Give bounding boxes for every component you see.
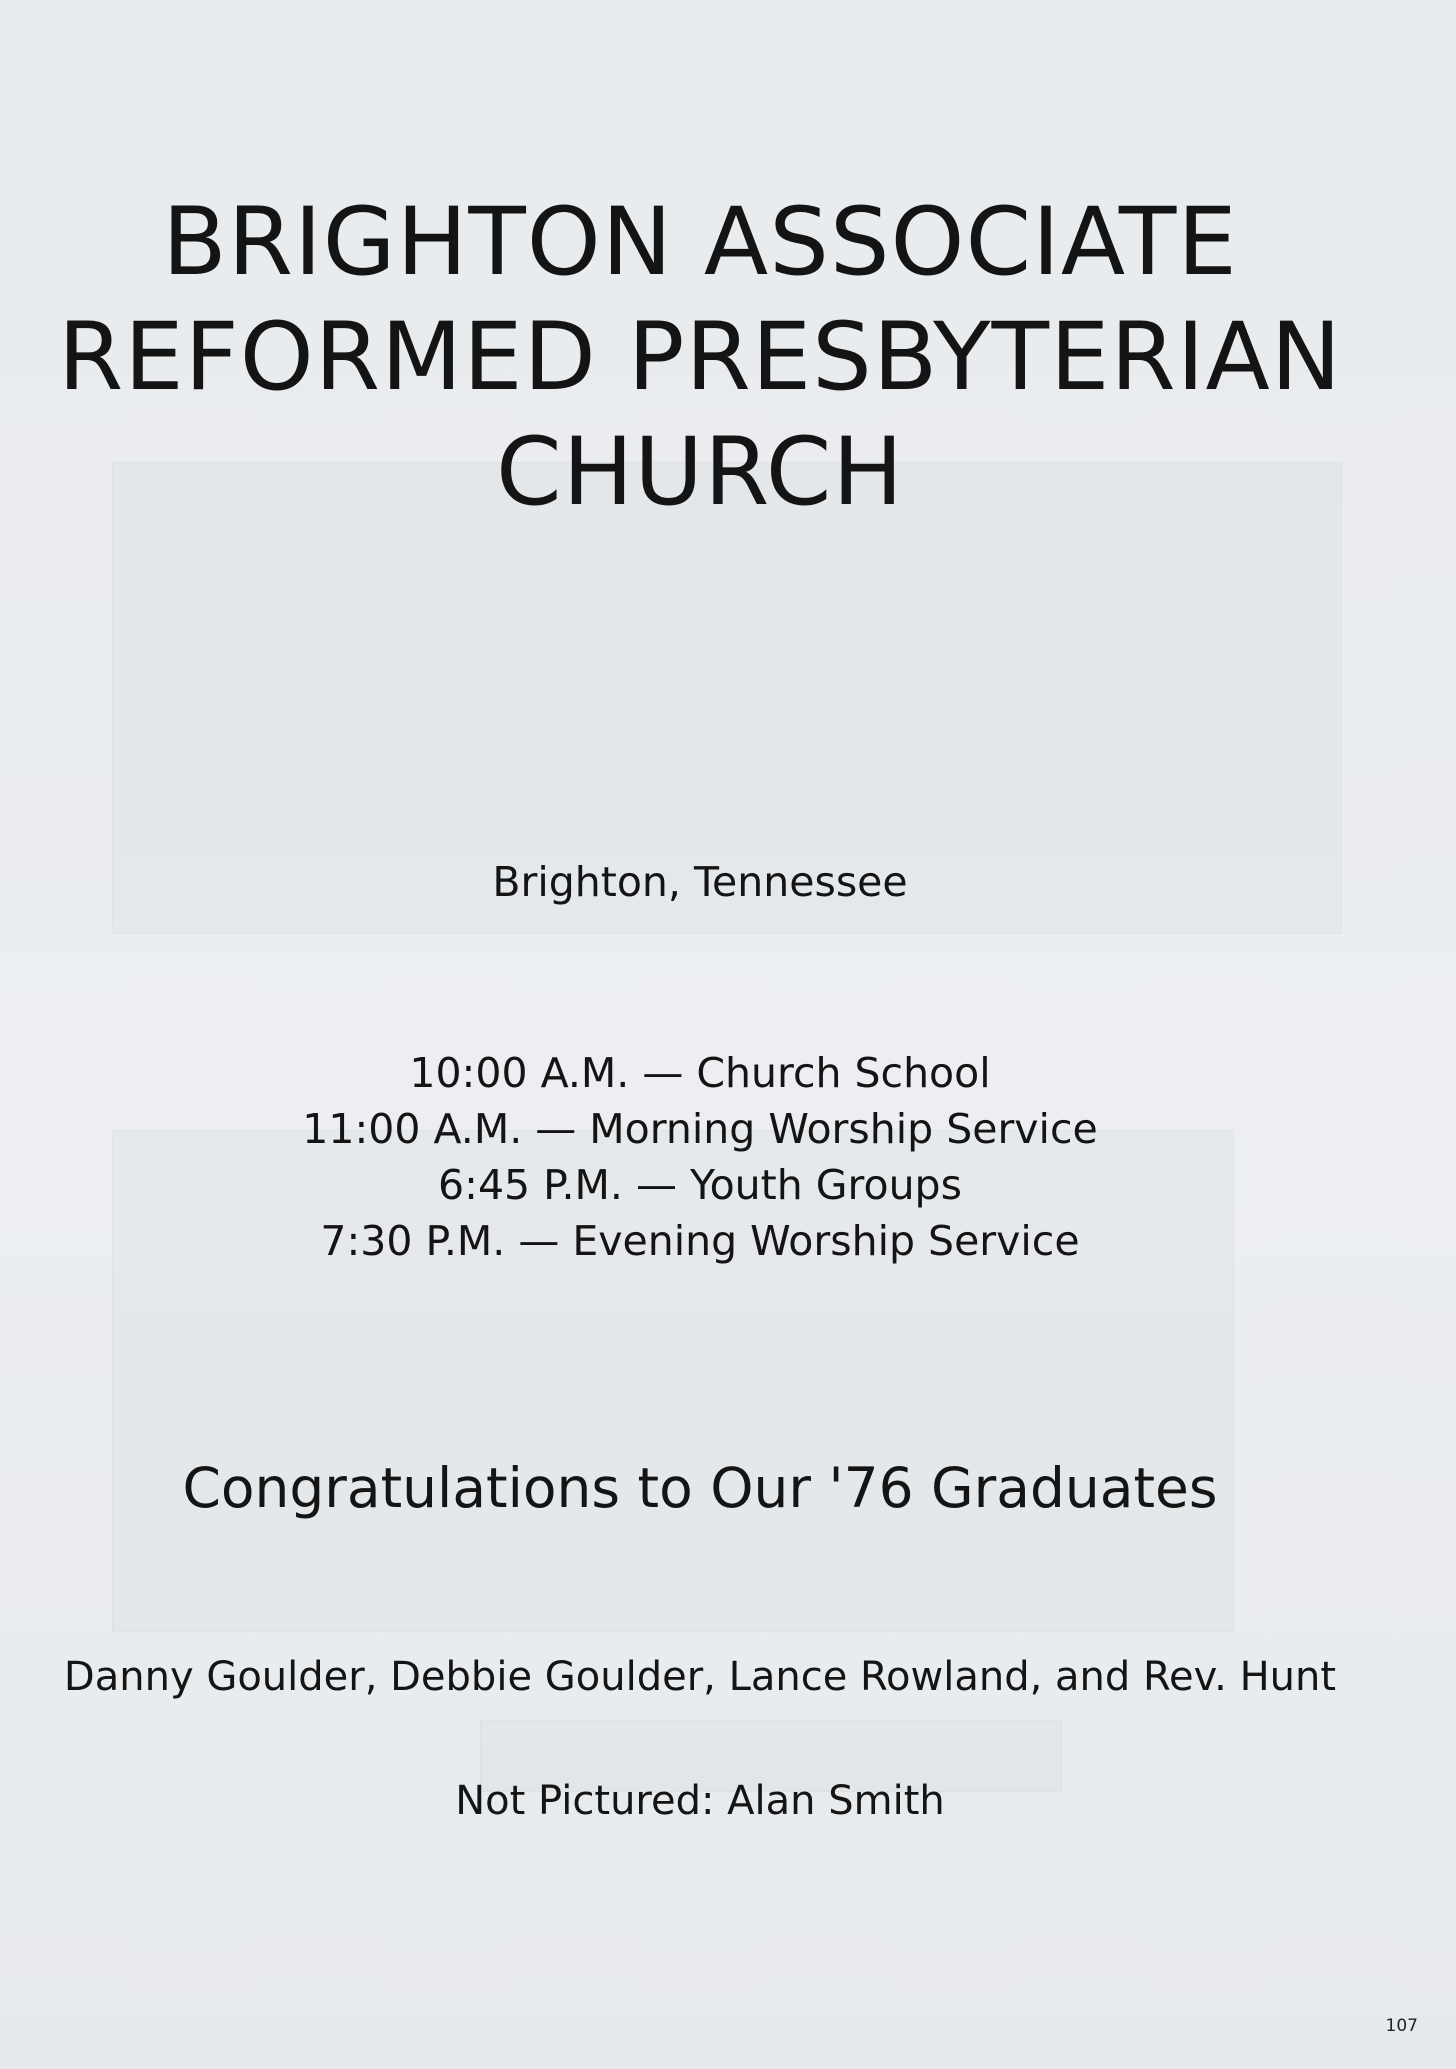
title-line: CHURCH	[495, 418, 905, 527]
graduates-list: Danny Goulder, Debbie Goulder, Lance Rowland, and Rev. Hunt	[63, 1654, 1337, 1700]
schedule-item: 7:30 P.M. — Evening Worship Service	[320, 1217, 1080, 1265]
schedule-item: 6:45 P.M. — Youth Groups	[438, 1161, 962, 1209]
service-schedule	[0, 1045, 1400, 1269]
church-name-heading	[0, 185, 1400, 530]
page-number: 107	[1385, 2016, 1418, 2036]
church-location: Brighton, Tennessee	[492, 858, 908, 906]
schedule-item: 10:00 A.M. — Church School	[409, 1049, 991, 1097]
title-line: BRIGHTON ASSOCIATE	[162, 188, 1238, 297]
congratulations-heading: Congratulations to Our '76 Graduates	[182, 1456, 1218, 1520]
not-pictured-note: Not Pictured: Alan Smith	[455, 1778, 945, 1824]
title-line: REFORMED PRESBYTERIAN	[57, 303, 1343, 412]
schedule-item: 11:00 A.M. — Morning Worship Service	[302, 1105, 1098, 1153]
